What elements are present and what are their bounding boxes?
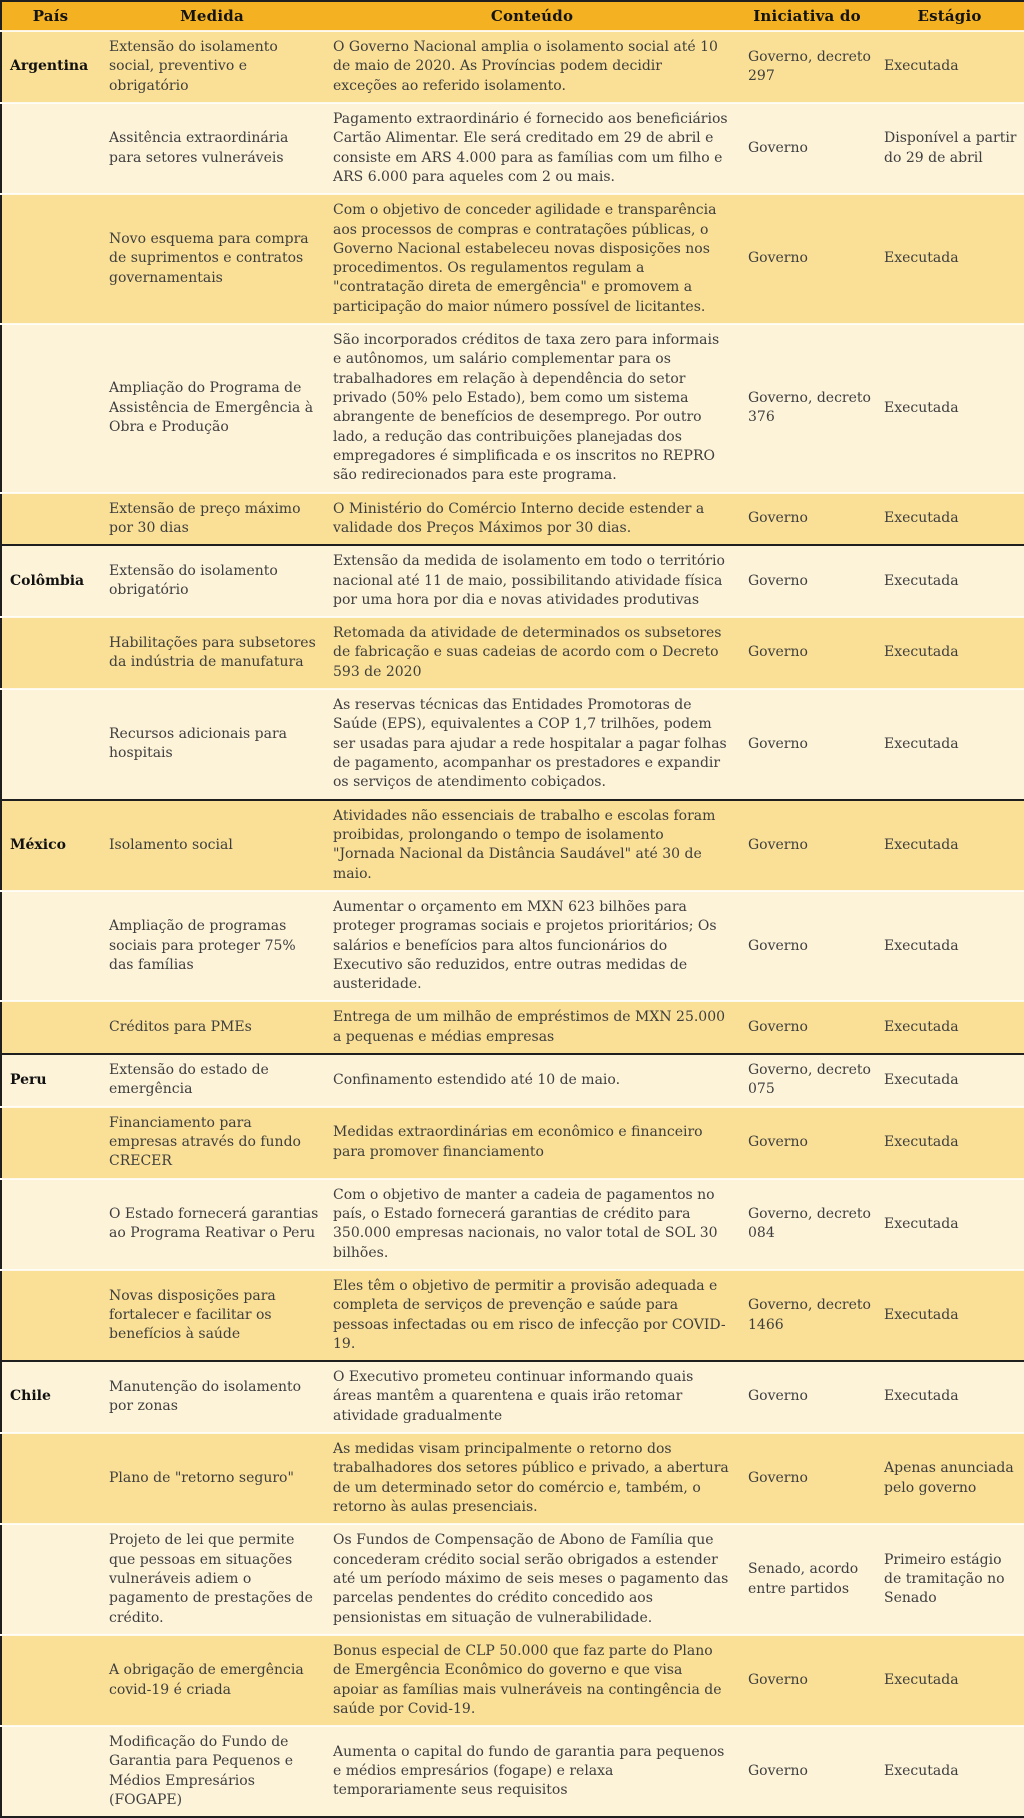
initiative-cell: Governo — [748, 1019, 808, 1036]
stage-cell: Executada — [884, 1071, 959, 1088]
table-row — [1, 1524, 1024, 1635]
country-cell — [1, 493, 99, 546]
header-pais: País — [1, 1, 99, 31]
country-cell — [1, 1524, 99, 1635]
stage-cell: Executada — [884, 1019, 959, 1036]
table-row — [1, 1361, 1024, 1433]
content-cell: Aumenta o capital do fundo de garantia para pequenos e médios empresários (fogape) e relaxa temporariamente seus requisitos — [333, 1743, 725, 1799]
content-cell: Entrega de um milhão de empréstimos de MXN 25.000 a pequenas e médias empresas — [333, 1009, 726, 1045]
stage-cell: Executada — [884, 836, 959, 853]
stage-cell: Executada — [884, 1215, 959, 1232]
table-row — [1, 1107, 1024, 1179]
stage-cell: Executada — [884, 735, 959, 752]
initiative-cell: Governo, decreto 075 — [748, 1062, 871, 1098]
table-row — [1, 545, 1024, 617]
initiative-cell: Governo — [748, 510, 808, 527]
measure-cell: Modificação do Fundo de Garantia para Pequenos e Médios Empresários (FOGAPE) — [109, 1734, 293, 1809]
header-row — [1, 1, 1024, 31]
initiative-cell: Governo, decreto 297 — [748, 48, 871, 84]
measure-cell: Manutenção do isolamento por zonas — [109, 1378, 302, 1415]
content-cell: As reservas técnicas das Entidades Promotoras de Saúde (EPS), equivalentes a COP 1,7 trilhões, podem ser usadas para ajudar a rede hospitalar a pagar folhas de pagamento, acompanhar os prestadores e expandir os serviços de atendimento cobiçados. — [333, 697, 727, 791]
country-cell: Argentina — [10, 58, 89, 75]
content-cell: Confinamento estendido até 10 de maio. — [333, 1071, 621, 1088]
country-cell — [1, 194, 99, 324]
measure-cell: Ampliação do Programa de Assistência de Emergência à Obra e Produção — [109, 380, 314, 435]
measure-cell: Isolamento social — [109, 836, 233, 853]
header-conteudo: Conteúdo — [325, 1, 739, 31]
stage-cell: Executada — [884, 58, 959, 75]
table-row — [1, 1179, 1024, 1270]
country-cell — [1, 1635, 99, 1726]
table-row — [1, 800, 1024, 891]
content-cell: As medidas visam principalmente o retorno dos trabalhadores dos setores público e privado, a abertura de um determinado setor do comércio e, também, o retorno às aulas presenciais. — [333, 1441, 729, 1515]
country-cell — [1, 891, 99, 1002]
content-cell: Com o objetivo de manter a cadeia de pagamentos no país, o Estado fornecerá garantias de crédito para 350.000 empresas nacionais, no valor total de SOL 30 bilhões. — [333, 1186, 718, 1261]
content-cell: Os Fundos de Compensação de Abono de Família que concederam crédito social serão obrigados a estender até um período máximo de seis meses o pagamento das parcelas pendentes do crédito concedido aos pensionistas em situação de vulnerabilidade. — [333, 1532, 729, 1626]
country-cell — [1, 689, 99, 800]
country-cell — [1, 1433, 99, 1524]
content-cell: O Governo Nacional amplia o isolamento social até 10 de maio de 2020. As Províncias podem decidir exceções ao referido isolamento. — [333, 39, 718, 94]
table-row — [1, 194, 1024, 324]
country-cell — [1, 324, 99, 493]
header-iniciativa: Iniciativa do — [739, 1, 875, 31]
measure-cell: Créditos para PMEs — [109, 1019, 252, 1036]
stage-cell: Disponível a partir do 29 de abril — [884, 130, 1017, 166]
initiative-cell: Governo — [748, 735, 808, 752]
content-cell: Extensão da medida de isolamento em todo o território nacional até 11 de maio, possibilitando atividade física por uma hora por dia e novas atividades produtivas — [333, 553, 725, 608]
table-body — [1, 31, 1024, 1817]
stage-cell: Executada — [884, 510, 959, 527]
measure-cell: Extensão do isolamento social, preventivo e obrigatório — [109, 39, 278, 94]
initiative-cell: Governo — [748, 836, 808, 853]
country-cell: Peru — [10, 1071, 47, 1088]
initiative-cell: Governo, decreto 084 — [748, 1205, 871, 1242]
country-cell — [1, 1001, 99, 1054]
measure-cell: A obrigação de emergência covid-19 é criada — [109, 1662, 304, 1698]
header-medida: Medida — [99, 1, 325, 31]
header-estagio: Estágio — [875, 1, 1024, 31]
initiative-cell: Governo — [748, 572, 808, 589]
initiative-cell: Senado, acordo entre partidos — [748, 1561, 859, 1597]
stage-cell: Executada — [884, 399, 959, 416]
initiative-cell: Governo — [748, 139, 808, 156]
measure-cell: Extensão do estado de emergência — [109, 1062, 269, 1098]
measure-cell: Projeto de lei que permite que pessoas em situações vulneráveis adiem o pagamento de prestações de crédito. — [109, 1532, 313, 1626]
content-cell: Retomada da atividade de determinados os subsetores de fabricação e suas cadeias de acordo com o Decreto 593 de 2020 — [333, 625, 722, 680]
initiative-cell: Governo — [748, 644, 808, 661]
measure-cell: Ampliação de programas sociais para proteger 75% das famílias — [109, 918, 296, 973]
stage-cell: Apenas anunciada pelo governo — [884, 1460, 1014, 1496]
content-cell: Aumentar o orçamento em MXN 623 bilhões para proteger programas sociais e projetos prioritários; Os salários e benefícios para altos funcionários do Executivo são reduzidos, entre outras medidas de austeridade. — [333, 898, 717, 993]
country-cell — [1, 1726, 99, 1817]
table-row — [1, 1726, 1024, 1817]
table-row — [1, 891, 1024, 1002]
table-row — [1, 1054, 1024, 1107]
content-cell: Com o objetivo de conceder agilidade e transparência aos processos de compras e contratações públicas, o Governo Nacional estabeleceu novas disposições nos procedimentos. Os regulamentos regulam a "contratação direta de emergência" e promovem a participação do maior número possível de licitantes. — [333, 202, 717, 315]
table-row — [1, 1001, 1024, 1054]
initiative-cell: Governo — [748, 1763, 808, 1780]
content-cell: Atividades não essenciais de trabalho e escolas foram proibidas, prolongando o tempo de isolamento "Jornada Nacional da Distância Saudável" até 30 de maio. — [333, 807, 716, 882]
stage-cell: Executada — [884, 572, 959, 589]
stage-cell: Executada — [884, 250, 959, 267]
content-cell: Pagamento extraordinário é fornecido aos beneficiários Cartão Alimentar. Ele será creditado em 29 de abril e consiste em ARS 4.000 para as famílias com um filho e ARS 6.000 para aqueles com 2 ou mais. — [333, 110, 728, 185]
initiative-cell: Governo, decreto 376 — [748, 390, 871, 426]
table-row — [1, 31, 1024, 103]
stage-cell: Executada — [884, 1306, 959, 1323]
content-cell: O Executivo prometeu continuar informando quais áreas mantêm a quarentena e quais irão retomar atividade gradualmente — [333, 1369, 694, 1424]
table-row — [1, 617, 1024, 689]
country-cell: México — [10, 836, 66, 853]
table-row — [1, 493, 1024, 546]
content-cell: Bonus especial de CLP 50.000 que faz parte do Plano de Emergência Econômico do governo e que visa apoiar as famílias mais vulneráveis na contingência de saúde por Covid-19. — [333, 1642, 722, 1717]
initiative-cell: Governo — [748, 937, 808, 954]
stage-cell: Executada — [884, 1671, 959, 1688]
initiative-cell: Governo, decreto 1466 — [748, 1297, 871, 1333]
stage-cell: Executada — [884, 1763, 959, 1780]
stage-cell: Executada — [884, 644, 959, 661]
stage-cell: Executada — [884, 937, 959, 954]
content-cell: O Ministério do Comércio Interno decide estender a validade dos Preços Máximos por 30 dias. — [333, 500, 705, 536]
measure-cell: Extensão de preço máximo por 30 dias — [109, 500, 301, 536]
stage-cell: Executada — [884, 1388, 959, 1405]
table-row — [1, 1270, 1024, 1361]
measure-cell: Financiamento para empresas através do fundo CRECER — [109, 1114, 301, 1170]
measure-cell: Plano de "retorno seguro" — [109, 1470, 294, 1487]
table-row — [1, 324, 1024, 493]
stage-cell: Primeiro estágio de tramitação no Senado — [884, 1551, 1005, 1607]
measure-cell: Recursos adicionais para hospitais — [109, 726, 287, 762]
measure-cell: Habilitações para subsetores da indústria de manufatura — [109, 634, 316, 671]
table-row — [1, 1635, 1024, 1726]
measure-cell: Assitência extraordinária para setores vulneráveis — [109, 130, 289, 166]
table-header — [1, 1, 1024, 31]
initiative-cell: Governo — [748, 1470, 808, 1487]
country-cell: Chile — [10, 1388, 51, 1405]
country-cell — [1, 103, 99, 194]
measure-cell: O Estado fornecerá garantias ao Programa Reativar o Peru — [109, 1205, 319, 1242]
measure-cell: Novo esquema para compra de suprimentos e contratos governamentais — [109, 231, 309, 286]
content-cell: Medidas extraordinárias em econômico e financeiro para promover financiamento — [333, 1124, 703, 1160]
stage-cell: Executada — [884, 1134, 959, 1150]
table-row — [1, 689, 1024, 800]
initiative-cell: Governo — [748, 1388, 808, 1405]
country-cell: Colômbia — [10, 572, 85, 589]
initiative-cell: Governo — [748, 1134, 808, 1150]
content-cell: São incorporados créditos de taxa zero para informais e autônomos, um salário complementar para os trabalhadores em relação à dependência do setor privado (50% pelo Estado), bem como um sistema abrangente de benefícios de desemprego. Por outro lado, a redução das contribuições planejadas dos empregadores é simplificada e os inscritos no REPRO são redirecionados para este programa. — [333, 332, 720, 484]
initiative-cell: Governo — [748, 250, 808, 267]
table-row — [1, 1433, 1024, 1524]
measure-cell: Extensão do isolamento obrigatório — [109, 562, 278, 599]
country-cell — [1, 617, 99, 689]
content-cell: Eles têm o objetivo de permitir a provisão adequada e completa de serviços de prevenção e saúde para pessoas infectadas ou em risco de infecção por COVID-19. — [333, 1277, 726, 1352]
initiative-cell: Governo — [748, 1671, 808, 1688]
measure-cell: Novas disposições para fortalecer e facilitar os benefícios à saúde — [109, 1287, 276, 1343]
country-cell — [1, 1179, 99, 1270]
country-cell — [1, 1107, 99, 1179]
table-row — [1, 103, 1024, 194]
country-cell — [1, 1270, 99, 1361]
